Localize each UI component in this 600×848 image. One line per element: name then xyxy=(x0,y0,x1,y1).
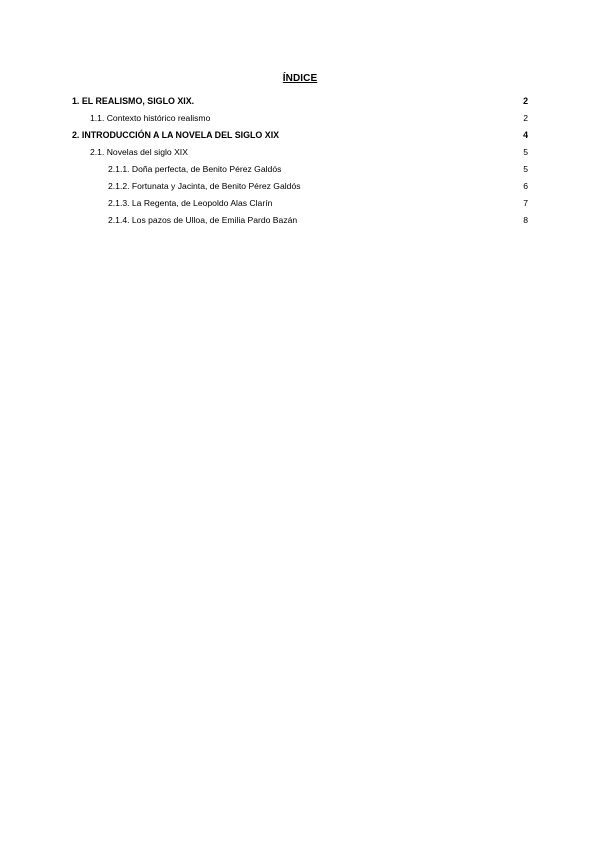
toc-entry-section-1-1[interactable] xyxy=(90,111,528,125)
toc-entry-label: 2.1.2. Fortunata y Jacinta, de Benito Pérez Galdós xyxy=(108,181,301,191)
toc-entry-page-number: 6 xyxy=(523,181,528,191)
toc-entry-label: 2.1. Novelas del siglo XIX xyxy=(90,147,188,157)
toc-entry-section-2-1-1[interactable] xyxy=(108,162,528,176)
toc-entry-label: 1. EL REALISMO, SIGLO XIX. xyxy=(72,96,195,106)
toc-entry-section-2-1-3[interactable] xyxy=(108,196,528,210)
toc-entry-label: 1.1. Contexto histórico realismo xyxy=(90,113,211,123)
toc-entry-label: 2.1.4. Los pazos de Ulloa, de Emilia Pardo Bazán xyxy=(108,215,298,225)
toc-entry-page-number: 2 xyxy=(523,113,528,123)
toc-entry-label: 2.1.1. Doña perfecta, de Benito Pérez Galdós xyxy=(108,164,282,174)
toc-entry-section-2-1[interactable] xyxy=(90,145,528,159)
toc-entry-label: 2.1.3. La Regenta, de Leopoldo Alas Clarín xyxy=(108,198,273,208)
toc-entry-section-2-1-4[interactable] xyxy=(108,213,528,227)
toc-entry-page-number: 4 xyxy=(523,130,528,140)
toc-entry-page-number: 5 xyxy=(523,147,528,157)
toc-entry-section-2-1-2[interactable] xyxy=(108,179,528,193)
toc-entry-chapter-1[interactable] xyxy=(72,94,528,108)
toc-entry-page-number: 8 xyxy=(523,215,528,225)
toc-entry-label: 2. INTRODUCCIÓN A LA NOVELA DEL SIGLO XIX xyxy=(72,130,280,140)
toc-title: ÍNDICE xyxy=(282,73,318,84)
toc-entry-page-number: 5 xyxy=(523,164,528,174)
toc-entry-page-number: 2 xyxy=(523,96,528,106)
toc-entry-page-number: 7 xyxy=(523,198,528,208)
toc-entry-chapter-2[interactable] xyxy=(72,128,528,142)
